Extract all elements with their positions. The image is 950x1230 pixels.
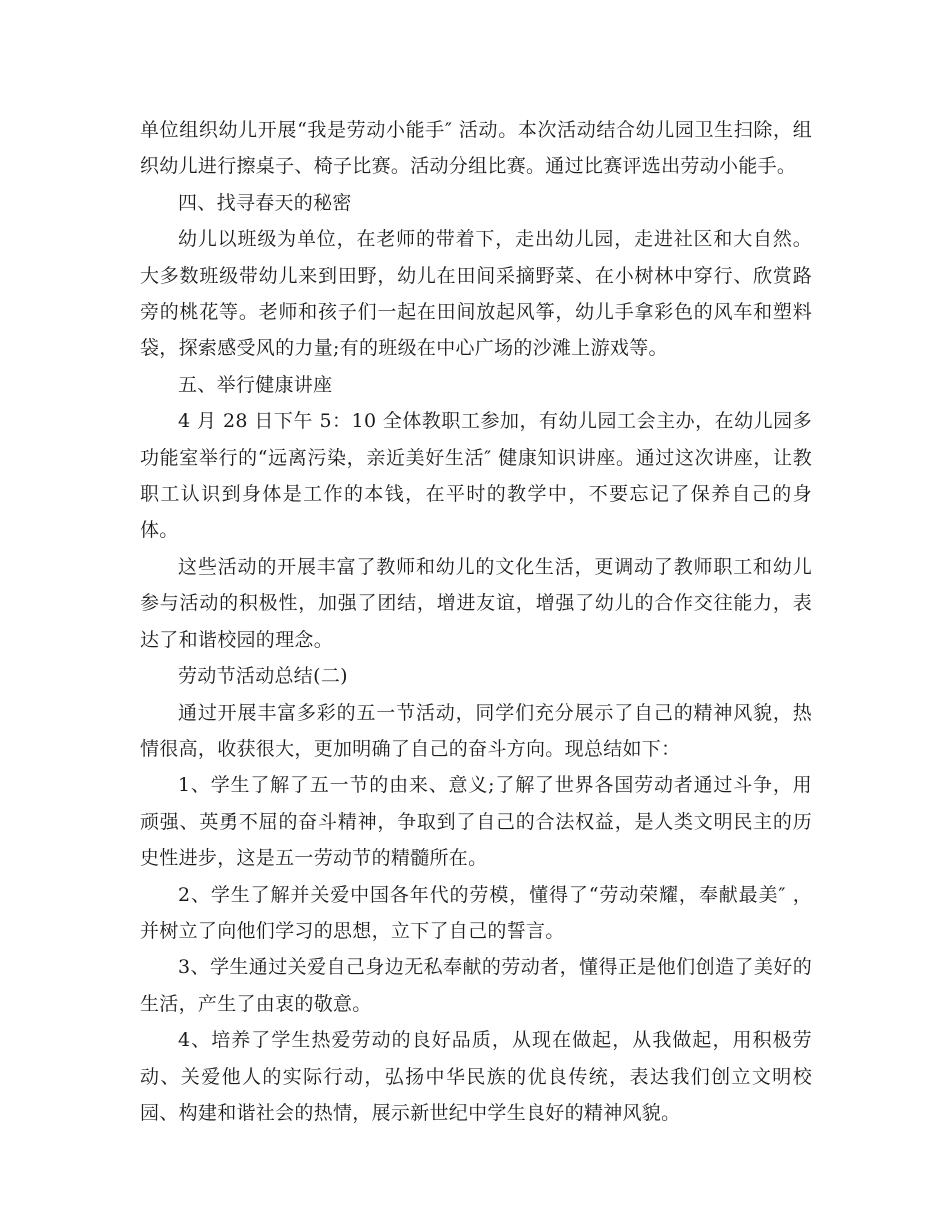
section-heading-health: 五、举行健康讲座 — [178, 373, 333, 396]
paragraph-point-3: 3、学生通过关爱自己身边无私奉献的劳动者，懂得正是他们创造了美好的生活，产生了由衷的敬意。 — [140, 956, 812, 1015]
document-body — [140, 112, 812, 1131]
paragraph-health: 4 月 28 日下午 5：10 全体教职工参加，有幼儿园工会主办，在幼儿园多功能室举行的“远离污染，亲近美好生活″ 健康知识讲座。通过这次讲座，让教职工认识到身体是工作的本钱，在平时的教学中，不要忘记了保养自己的身体。 — [140, 410, 812, 542]
paragraph-activity-continued: 单位组织幼儿开展“我是劳动小能手″ 活动。本次活动结合幼儿园卫生扫除，组织幼儿进行擦桌子、椅子比赛。活动分组比赛。通过比赛评选出劳动小能手。 — [140, 119, 812, 178]
paragraph-intro: 通过开展丰富多彩的五一节活动，同学们充分展示了自己的精神风貌，热情很高，收获很大，更加明确了自己的奋斗方向。现总结如下： — [140, 701, 812, 760]
paragraph-point-4: 4、培养了学生热爱劳动的良好品质，从现在做起，从我做起，用积极劳动、关爱他人的实际行动，弘扬中华民族的优良传统，表达我们创立文明校园、构建和谐社会的热情，展示新世纪中学生良好的精神风貌。 — [140, 1029, 812, 1124]
paragraph-point-2: 2、学生了解并关爱中国各年代的劳模，懂得了“劳动荣耀，奉献最美″ ，并树立了向他们学习的思想，立下了自己的誓言。 — [140, 883, 812, 942]
paragraph-summary: 这些活动的开展丰富了教师和幼儿的文化生活，更调动了教师职工和幼儿参与活动的积极性，加强了团结，增进友谊，增强了幼儿的合作交往能力，表达了和谐校园的理念。 — [140, 555, 812, 651]
paragraph-spring: 幼儿以班级为单位，在老师的带着下，走出幼儿园，走进社区和大自然。大多数班级带幼儿来到田野，幼儿在田间采摘野菜、在小树林中穿行、欣赏路旁的桃花等。老师和孩子们一起在田间放起风筝，幼儿手拿彩色的风车和塑料袋，探索感受风的力量;有的班级在中心广场的沙滩上游戏等。 — [140, 228, 812, 360]
section-heading-spring: 四、找寻春天的秘密 — [178, 191, 352, 214]
paragraph-point-1: 1、学生了解了五一节的由来、意义;了解了世界各国劳动者通过斗争，用顽强、英勇不屈的奋斗精神，争取到了自己的合法权益，是人类文明民主的历史性进步，这是五一劳动节的精髓所在。 — [140, 774, 812, 870]
section-heading-summary-two: 劳动节活动总结(二) — [178, 665, 348, 688]
